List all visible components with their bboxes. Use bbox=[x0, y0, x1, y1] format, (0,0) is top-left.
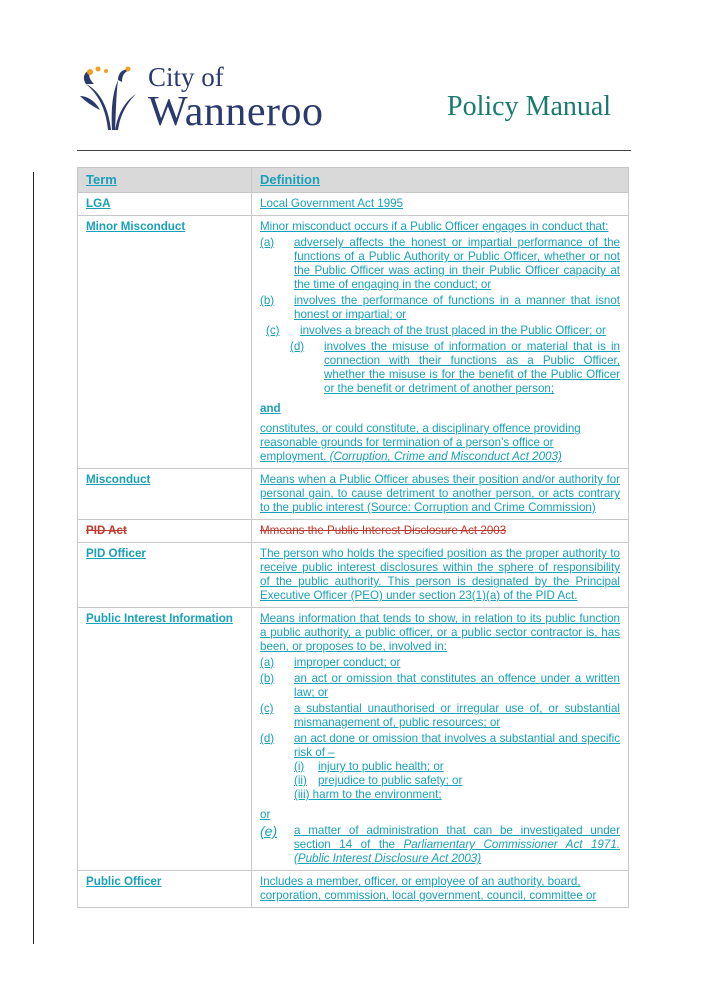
column-header-term: Term bbox=[78, 168, 252, 193]
minor-misconduct-and: and bbox=[260, 402, 281, 415]
minor-misconduct-intro: Minor misconduct occurs if a Public Officer engages in conduct that: bbox=[260, 220, 609, 233]
table-row bbox=[78, 216, 629, 469]
list-item: (c) a substantial unauthorised or irregular use of, or substantial mismanagement of, public resources; or bbox=[260, 702, 620, 729]
definitions-table bbox=[77, 167, 629, 908]
table-row bbox=[78, 193, 629, 216]
table-row bbox=[78, 871, 629, 908]
table-header-row bbox=[78, 168, 629, 193]
definition-pid-act: Mmeans the Public Interest Disclosure Act 2003 bbox=[260, 524, 507, 537]
list-item: (b) an act or omission that constitutes an offence under a written law; or bbox=[260, 672, 620, 699]
list-item: (a) improper conduct; or bbox=[260, 656, 401, 669]
sub-list-item: (iii) harm to the environment; bbox=[294, 788, 442, 801]
definition-pid-officer: The person who holds the specified position as the proper authority to receive public interest disclosures within the sphere of responsibility of the public authority. This person is designated by the Principal Executive Officer (PEO) under section 23(1)(a) of the PID Act. bbox=[252, 543, 629, 608]
column-header-definition: Definition bbox=[252, 168, 629, 193]
term-pid-officer: PID Officer bbox=[86, 547, 146, 560]
pii-or: or bbox=[260, 808, 271, 821]
sub-list-item: (i) injury to public health; or bbox=[294, 760, 444, 773]
list-item: (c) involves a breach of the trust placed in the Public Officer; or bbox=[266, 324, 606, 337]
list-item: (e) a matter of administration that can be investigated under section 14 of the Parliamentary Commissioner Act 1971. (Public Interest Disclosure Act 2003) bbox=[260, 823, 620, 865]
wanneroo-flower-icon bbox=[78, 66, 140, 132]
definition-lga: Local Government Act 1995 bbox=[260, 197, 404, 210]
definition-misconduct: Means when a Public Officer abuses their position and/or authority for personal gain, to cause detriment to another person, or acts contrary to the public interest (Source: Corruption and Crime Commission) bbox=[252, 469, 629, 520]
logo-city-of-text: City of bbox=[148, 62, 224, 92]
header-divider bbox=[77, 150, 631, 151]
term-minor-misconduct: Minor Misconduct bbox=[86, 220, 186, 233]
list-item: (a) adversely affects the honest or impartial performance of the functions of a Public Authority or Public Officer, whether or not the Public Officer was acting in their Public Officer capacity at the time of engaging in the conduct; or bbox=[260, 236, 620, 291]
page-title: Policy Manual bbox=[447, 91, 612, 122]
term-public-interest-information: Public Interest Information bbox=[86, 612, 233, 625]
revision-margin-bar bbox=[33, 172, 34, 944]
term-lga: LGA bbox=[86, 197, 111, 210]
list-item: (d) an act done or omission that involves a substantial and specific risk of – bbox=[260, 732, 620, 759]
city-of-wanneroo-logo bbox=[78, 62, 328, 134]
term-misconduct: Misconduct bbox=[86, 473, 151, 486]
term-public-officer: Public Officer bbox=[86, 875, 162, 888]
term-pid-act: PID Act bbox=[86, 524, 127, 537]
pii-intro: Means information that tends to show, in relation to its public function a public authority, a public officer, or a public sector contractor is, has been, or proposes to be, involved in: bbox=[260, 612, 620, 653]
minor-misconduct-outro: constitutes, or could constitute, a disciplinary offence providing reasonable grounds for termination of a person’s office or employment. (Corruption, Crime and Misconduct Act 2003) bbox=[260, 422, 581, 463]
list-item: (d) involves the misuse of information or material that is in connection with their functions as a Public Officer, whether the misuse is for the benefit of the Public Officer or the benefit or detriment of another person; bbox=[290, 340, 620, 395]
definition-public-officer: Includes a member, officer, or employee of an authority, board, corporation, commission, local government, council, committee or bbox=[252, 871, 629, 908]
list-item: (b) involves the performance of functions in a manner that isnot honest or impartial; or bbox=[260, 294, 620, 321]
table-row bbox=[78, 543, 629, 608]
sub-list-item: (ii) prejudice to public safety; or bbox=[294, 774, 463, 787]
table-row bbox=[78, 520, 629, 543]
table-row bbox=[78, 469, 629, 520]
table-row bbox=[78, 608, 629, 871]
logo-wanneroo-text: Wanneroo bbox=[148, 89, 324, 135]
